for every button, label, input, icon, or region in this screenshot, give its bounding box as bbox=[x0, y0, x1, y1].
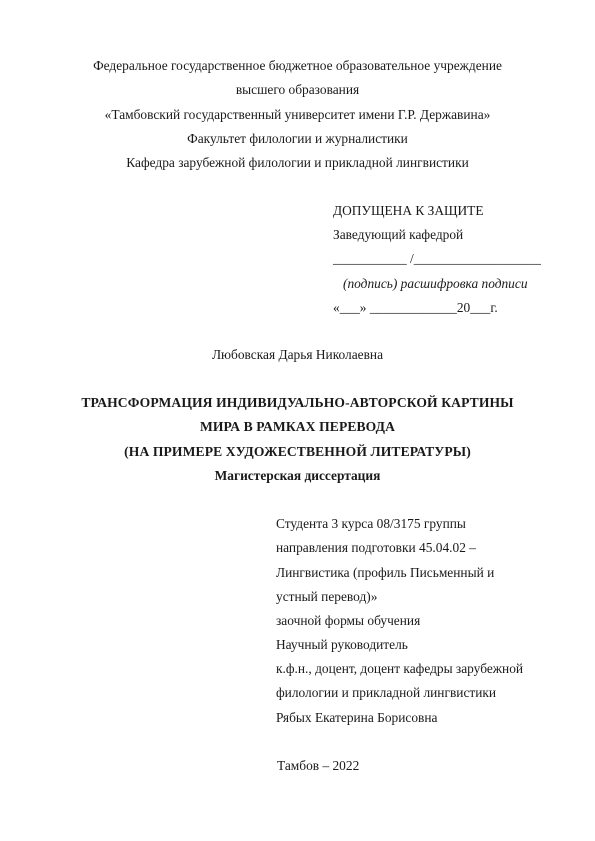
city-year: Тамбов – 2022 bbox=[277, 758, 360, 773]
approval-position: Заведующий кафедрой bbox=[333, 227, 464, 242]
supervisor-title-1: к.ф.н., доцент, доцент кафедры зарубежной bbox=[276, 661, 524, 676]
author-name: Любовская Дарья Николаевна bbox=[211, 347, 384, 362]
thesis-title-line-3: (НА ПРИМЕРЕ ХУДОЖЕСТВЕННОЙ ЛИТЕРАТУРЫ) bbox=[124, 444, 471, 459]
student-info-line-1: Студента 3 курса 08/3175 группы bbox=[276, 516, 466, 531]
approval-signature-line: ___________ /___________________ bbox=[333, 251, 541, 266]
student-info-line-4: устный перевод)» bbox=[276, 589, 378, 604]
university-name: «Тамбовский государственный университет имени Г.Р. Державина» bbox=[104, 107, 491, 122]
student-info-line-2: направления подготовки 45.04.02 – bbox=[276, 540, 476, 555]
thesis-title-line-2: МИРА В РАМКАХ ПЕРЕВОДА bbox=[199, 419, 396, 434]
thesis-type: Магистерская диссертация bbox=[214, 468, 381, 483]
supervisor-title-2: филологии и прикладной лингвистики bbox=[276, 685, 497, 700]
approval-signature-caption: (подпись) расшифровка подписи bbox=[343, 276, 528, 291]
thesis-title-line-1: ТРАНСФОРМАЦИЯ ИНДИВИДУАЛЬНО-АВТОРСКОЙ КАРТИНЫ bbox=[81, 395, 514, 410]
supervisor-name: Рябых Екатерина Борисовна bbox=[276, 710, 438, 725]
supervisor-label: Научный руководитель bbox=[276, 637, 408, 652]
approval-date-line: «___» _____________20___г. bbox=[333, 300, 498, 315]
approval-title: ДОПУЩЕНА К ЗАЩИТЕ bbox=[333, 203, 484, 218]
student-info-line-5: заочной формы обучения bbox=[276, 613, 421, 628]
university-line-1: Федеральное государственное бюджетное образовательное учреждение bbox=[93, 58, 502, 73]
faculty-name: Факультет филологии и журналистики bbox=[187, 131, 408, 146]
university-line-2: высшего образования bbox=[235, 82, 360, 97]
student-info-line-3: Лингвистика (профиль Письменный и bbox=[276, 565, 495, 580]
department-name: Кафедра зарубежной филологии и прикладной лингвистики bbox=[126, 155, 469, 170]
